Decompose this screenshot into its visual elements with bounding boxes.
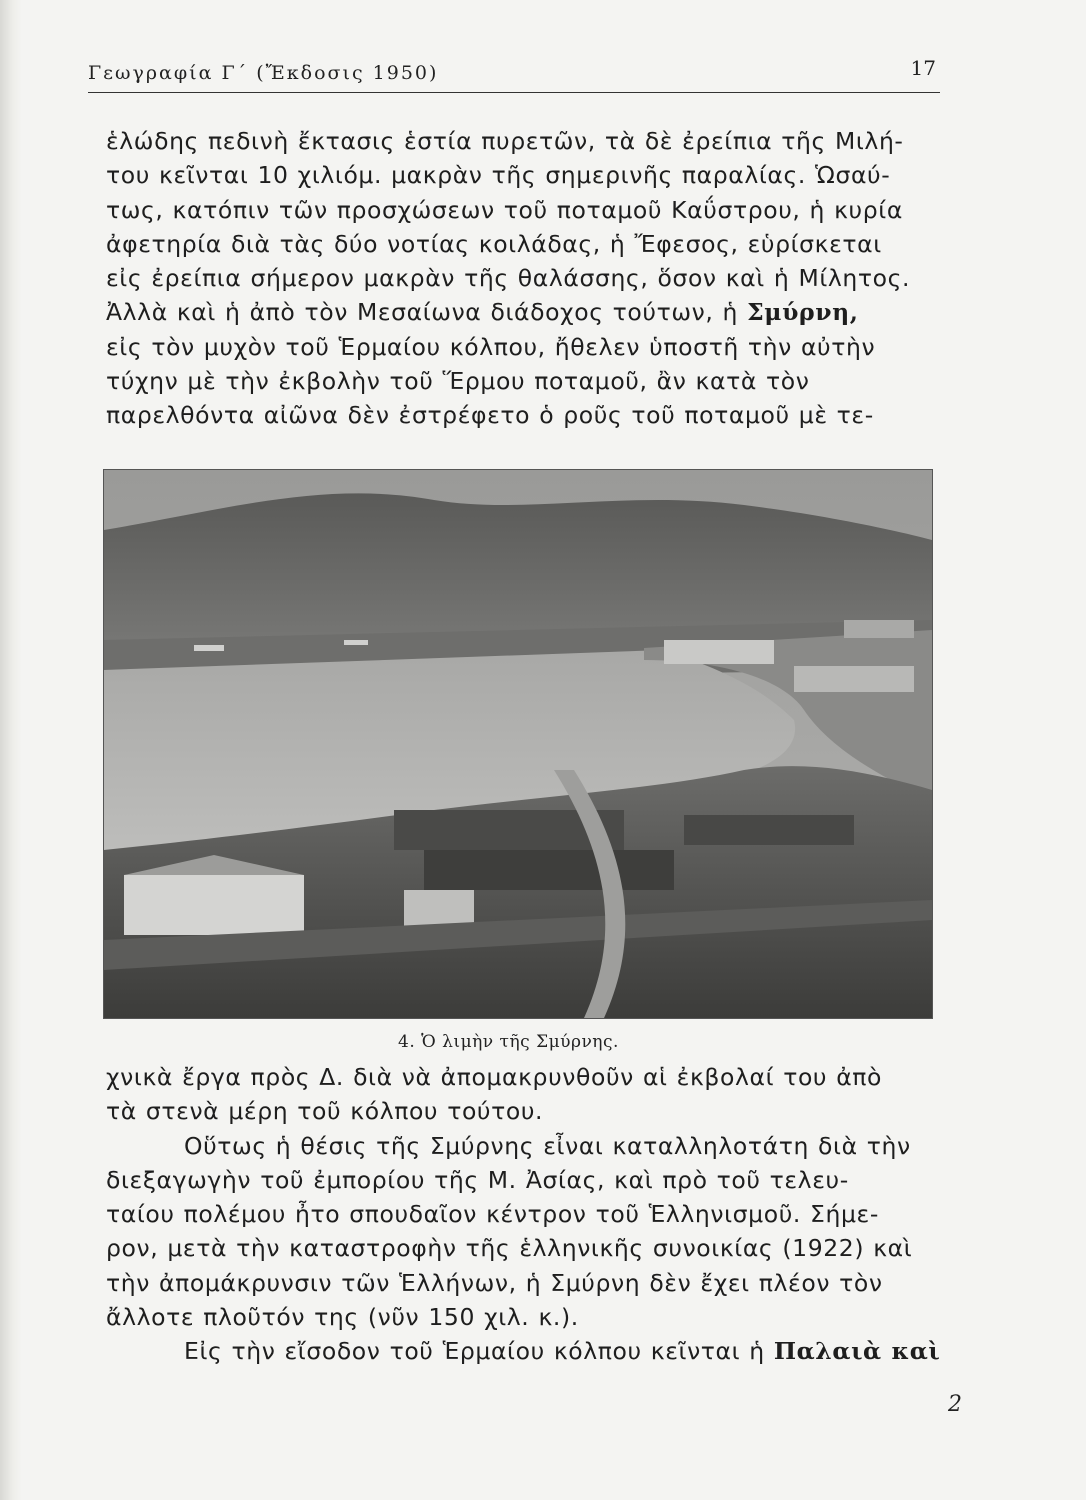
text-line: ἀφετηρία διὰ τὰς δύο νοτίας κοιλάδας, ἡ Ἔφεσος, εὑρίσκεται xyxy=(106,229,882,258)
page-number: 17 xyxy=(910,56,936,80)
text-line: ρον, μετὰ τὴν καταστροφὴν τῆς ἑλληνικῆς συνοικίας (1922) καὶ xyxy=(106,1234,913,1263)
text-line: του κεῖνται 10 χιλιόμ. μακρὰν τῆς σημερινῆς παραλίας. Ὡσαύ- xyxy=(106,161,891,190)
text-line-with-bold xyxy=(106,295,956,329)
text-line: εἰς ἐρείπια σήμερον μακρὰν τῆς θαλάσσης, ὅσον καὶ ἡ Μίλητος. xyxy=(106,264,911,293)
running-header xyxy=(88,58,940,93)
header-title: Γεωγραφία Γ΄ (Ἔκδοσις 1950) xyxy=(88,62,439,84)
page-edge-shadow xyxy=(0,0,22,1500)
text-line: εἰς τὸν μυχὸν τοῦ Ἑρμαίου κόλπου, ἤθελεν ὑποστῆ τὴν αὐτὴν xyxy=(106,332,876,361)
bold-word-smyrna: Σμύρνη, xyxy=(747,298,859,327)
text-line: Οὕτως ἡ θέσις τῆς Σμύρνης εἶναι καταλληλοτάτη διὰ τὴν xyxy=(184,1131,911,1160)
harbor-photo xyxy=(104,470,932,1018)
text-line: τὰ στενὰ μέρη τοῦ κόλπου τούτου. xyxy=(106,1097,544,1126)
text-run: Ἀλλὰ καὶ ἡ ἀπὸ τὸν Μεσαίωνα διάδοχος τούτων, ἡ xyxy=(106,298,738,327)
figure-caption: 4. Ὁ λιμὴν τῆς Σμύρνης. xyxy=(398,1032,619,1052)
text-line: τως, κατόπιν τῶν προσχώσεων τοῦ ποταμοῦ Καΰστρου, ἡ κυρία xyxy=(106,195,903,224)
text-line: διεξαγωγὴν τοῦ ἐμπορίου τῆς Μ. Ἀσίας, καὶ πρὸ τοῦ τελευ- xyxy=(106,1165,849,1194)
text-line: χνικὰ ἔργα πρὸς Δ. διὰ νὰ ἀπομακρυνθοῦν αἱ ἐκβολαί του ἀπὸ xyxy=(106,1063,883,1091)
text-line: ταίου πολέμου ἦτο σπουδαῖον κέντρον τοῦ Ἑλληνισμοῦ. Σήμε- xyxy=(106,1200,879,1229)
paragraph-top xyxy=(106,124,956,433)
paragraph-bottom xyxy=(106,1060,956,1369)
text-line: τὴν ἀπομάκρυνσιν τῶν Ἑλλήνων, ἡ Σμύρνη δὲν ἔχει πλέον τὸν xyxy=(106,1268,883,1297)
text-run: Εἰς τὴν εἴσοδον τοῦ Ἑρμαίου κόλπου κεῖνται ἡ xyxy=(184,1337,765,1366)
text-line: ἄλλοτε πλοῦτόν της (νῦν 150 χιλ. κ.). xyxy=(106,1303,579,1332)
text-line: παρελθόντα αἰῶνα δὲν ἐστρέφετο ὁ ροῦς τοῦ ποταμοῦ μὲ τε- xyxy=(106,401,874,430)
text-line: ἑλώδης πεδινὴ ἔκτασις ἑστία πυρετῶν, τὰ δὲ ἐρείπια τῆς Μιλή- xyxy=(106,127,904,155)
harbor-photo-illustration xyxy=(104,470,932,1018)
bold-word-palaia: Παλαιὰ καὶ xyxy=(773,1337,941,1366)
text-line: τύχην μὲ τὴν ἐκβολὴν τοῦ Ἕρμου ποταμοῦ, ἂν κατὰ τὸν xyxy=(106,367,810,396)
text-line-with-bold xyxy=(106,1334,956,1368)
signature-mark: 2 xyxy=(948,1392,962,1417)
